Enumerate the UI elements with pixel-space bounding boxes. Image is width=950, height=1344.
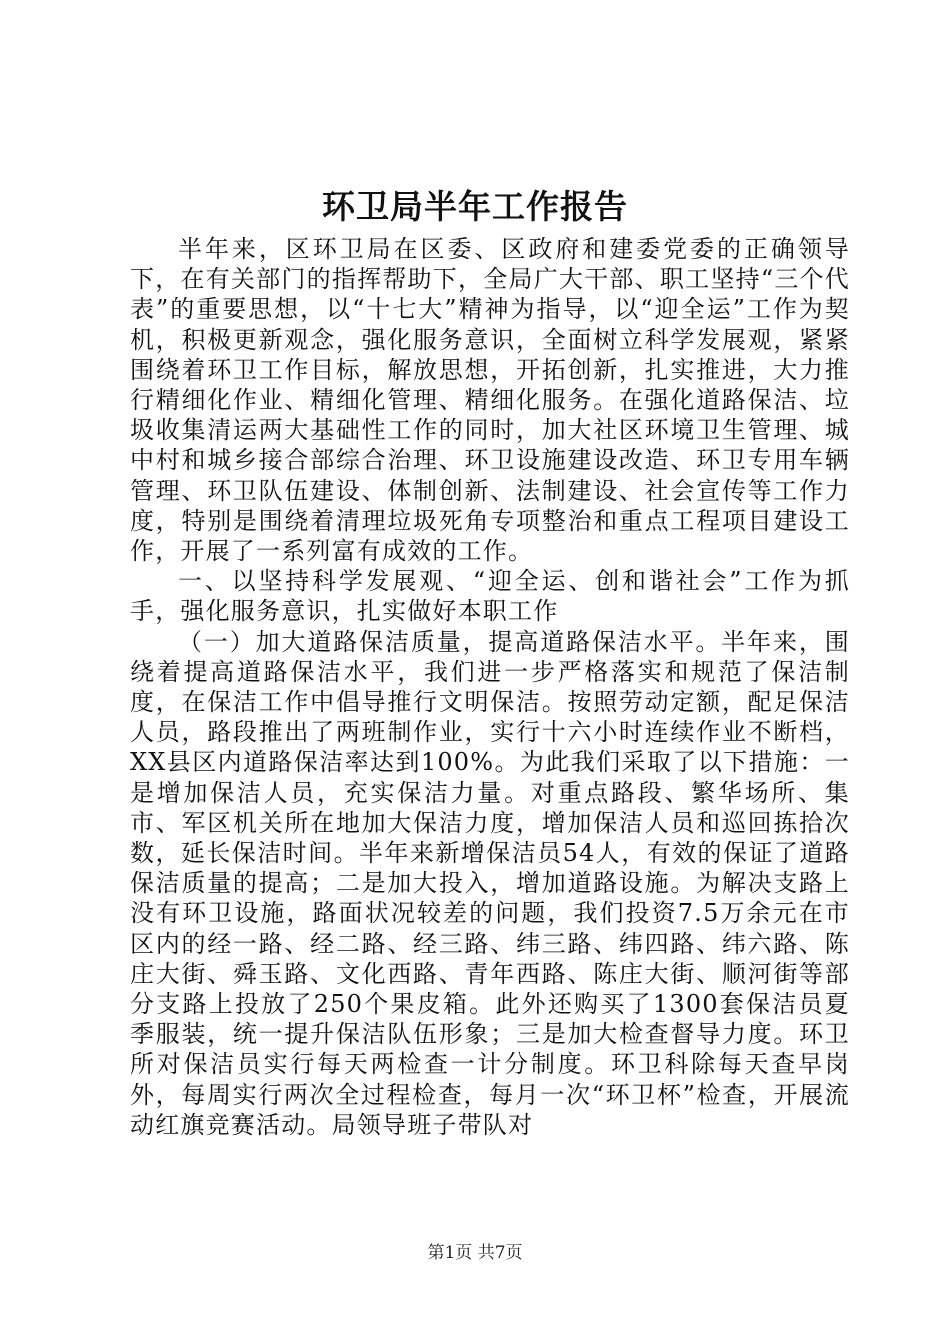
document-body	[130, 234, 850, 1140]
subsection-paragraph: （一）加大道路保洁质量，提高道路保洁水平。半年来，围绕着提高道路保洁水平，我们进一步严格落实和规范了保洁制度，在保洁工作中倡导推行文明保洁。按照劳动定额，配足保洁人员，路段推出了两班制作业，实行十六小时连续作业不断档，XX县区内道路保洁率达到100%。为此我们采取了以下措施：一是增加保洁人员，充实保洁力量。对重点路段、繁华场所、集市、军区机关所在地加大保洁力度，增加保洁人员和巡回拣拾次数，延长保洁时间。半年来新增保洁员54人，有效的保证了道路保洁质量的提高；二是加大投入，增加道路设施。为解决支路上没有环卫设施，路面状况较差的问题，我们投资7.5万余元在市区内的经一路、经二路、经三路、纬三路、纬四路、纬六路、陈庄大街、舜玉路、文化西路、青年西路、陈庄大街、顺河街等部分支路上投放了250个果皮箱。此外还购买了1300套保洁员夏季服装，统一提升保洁队伍形象；三是加大检查督导力度。环卫所对保洁员实行每天两检查一计分制度。环卫科除每天查早岗外，每周实行两次全过程检查，每月一次“环卫杯”检查，开展流动红旗竞赛活动。局领导班子带队对	[130, 627, 850, 1139]
document-title: 环卫局半年工作报告	[322, 187, 628, 226]
page-footer: 第1页 共7页	[427, 1243, 523, 1263]
section-heading: 一、以坚持科学发展观、“迎全运、创和谐社会”工作为抓手，强化服务意识，扎实做好本职工作	[130, 567, 850, 626]
intro-paragraph: 半年来，区环卫局在区委、区政府和建委党委的正确领导下，在有关部门的指挥帮助下，全局广大干部、职工坚持“三个代表”的重要思想，以“十七大”精神为指导，以“迎全运”工作为契机，积极更新观念，强化服务意识，全面树立科学发展观，紧紧围绕着环卫工作目标，解放思想，开拓创新，扎实推进，大力推行精细化作业、精细化管理、精细化服务。在强化道路保洁、垃圾收集清运两大基础性工作的同时，加大社区环境卫生管理、城中村和城乡接合部综合治理、环卫设施建设改造、环卫专用车辆管理、环卫队伍建设、体制创新、法制建设、社会宣传等工作力度，特别是围绕着清理垃圾死角专项整治和重点工程项目建设工作，开展了一系列富有成效的工作。	[130, 235, 850, 566]
